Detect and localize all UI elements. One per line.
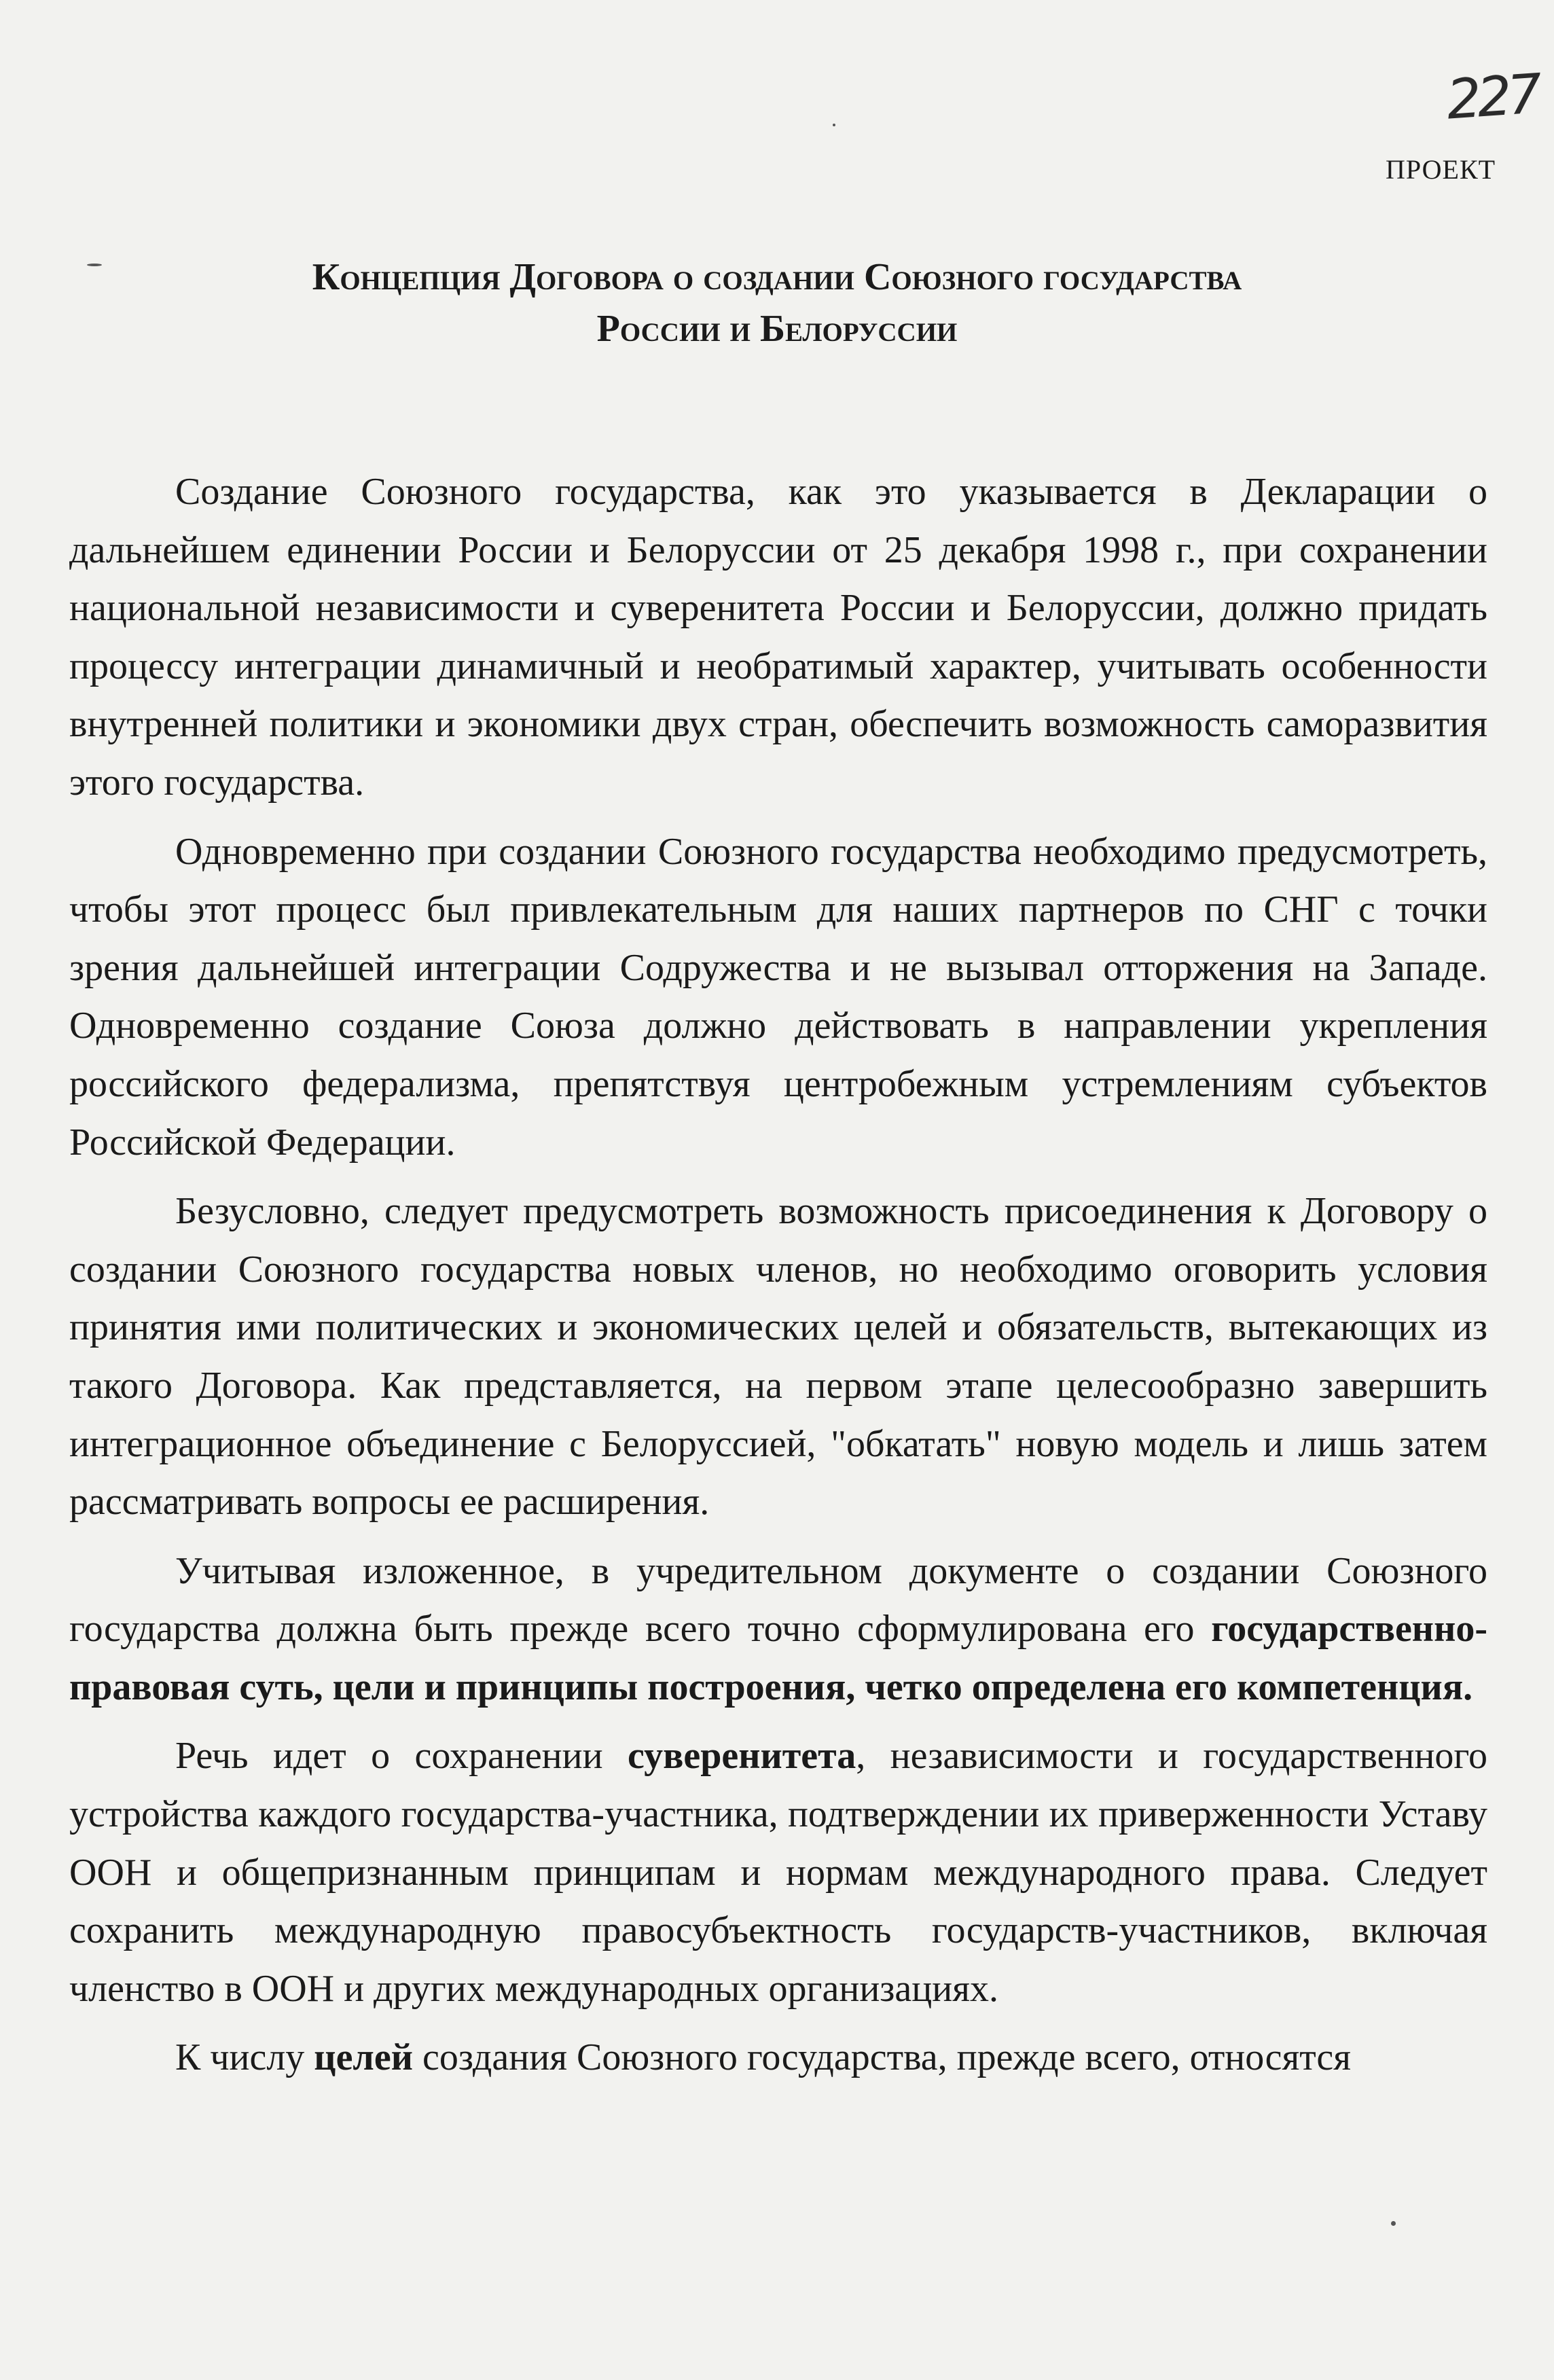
paragraph-6 bbox=[69, 2029, 1487, 2087]
handwritten-page-number: 227 bbox=[1444, 62, 1540, 132]
draft-label: ПРОЕКТ bbox=[1386, 154, 1496, 185]
paragraph-2 bbox=[69, 823, 1487, 1172]
paragraph-4 bbox=[69, 1543, 1487, 1717]
paragraph-3 bbox=[69, 1183, 1487, 1532]
title-line-2: России и Белоруссии bbox=[596, 308, 958, 350]
document-title bbox=[0, 251, 1554, 355]
paragraph-text: К числу bbox=[175, 2036, 314, 2079]
scan-speck bbox=[833, 124, 835, 126]
paragraph-text: Одновременно при создании Союзного государства необходимо предусмотреть, чтобы этот процесс был привлекательным для наших партнеров по СНГ с точки зрения дальнейшей интеграции Содружества и не вызывал отторжения на Западе. Одновременно создание Союза должно действовать в направлении укрепления российского федерализма, препятствуя центробежным устремлениям субъектов Российской Федерации. bbox=[69, 830, 1487, 1164]
scan-speck bbox=[1391, 2221, 1396, 2226]
bold-emphasis: целей bbox=[314, 2036, 413, 2079]
bold-emphasis: суверенитета bbox=[627, 1735, 856, 1778]
paragraph-text: Учитывая изложенное, в учредительном документе о создании Союзного государства должна быть прежде всего точно сформулирована его bbox=[69, 1549, 1487, 1651]
paragraph-text: , независимости и государственного устройства каждого государства-участника, подтверждении их приверженности Уставу ООН и общепризнанным принципам и нормам международного права. Следует сохранить международную правосубъектность государств-участников, включая членство в ООН и других международных организациях. bbox=[69, 1735, 1488, 2010]
paragraph-text: Безусловно, следует предусмотреть возможность присоединения к Договору о создании Союзного государства новых членов, но необходимо оговорить условия принятия ими политических и экономических целей и обязательств, вытекающих из такого Договора. Как представляется, на первом этапе целесообразно завершить интеграционное объединение с Белоруссией, "обкатать" новую модель и лишь затем рассматривать вопросы ее расширения. bbox=[69, 1190, 1487, 1523]
margin-mark-left bbox=[87, 264, 102, 266]
document-body bbox=[69, 463, 1487, 2098]
paragraph-text: Создание Союзного государства, как это указывается в Декларации о дальнейшем единении России и Белоруссии от 25 декабря 1998 г., при сохранении национальной независимости и суверенитета России и Белоруссии, должно придать процессу интеграции динамичный и необратимый характер, учитывать особенности внутренней политики и экономики двух стран, обеспечить возможность саморазвития этого государства. bbox=[69, 471, 1487, 804]
paragraph-5 bbox=[69, 1727, 1487, 2018]
paragraph-text: создания Союзного государства, прежде всего, относятся bbox=[412, 2036, 1352, 2079]
bold-emphasis: государственно-правовая суть, цели и принципы построения, четко определена его компетенция. bbox=[69, 1608, 1487, 1708]
paragraph-1 bbox=[69, 463, 1487, 812]
title-line-1: Концепция Договора о создании Союзного государства bbox=[312, 256, 1242, 298]
paragraph-text: Речь идет о сохранении bbox=[175, 1735, 628, 1778]
